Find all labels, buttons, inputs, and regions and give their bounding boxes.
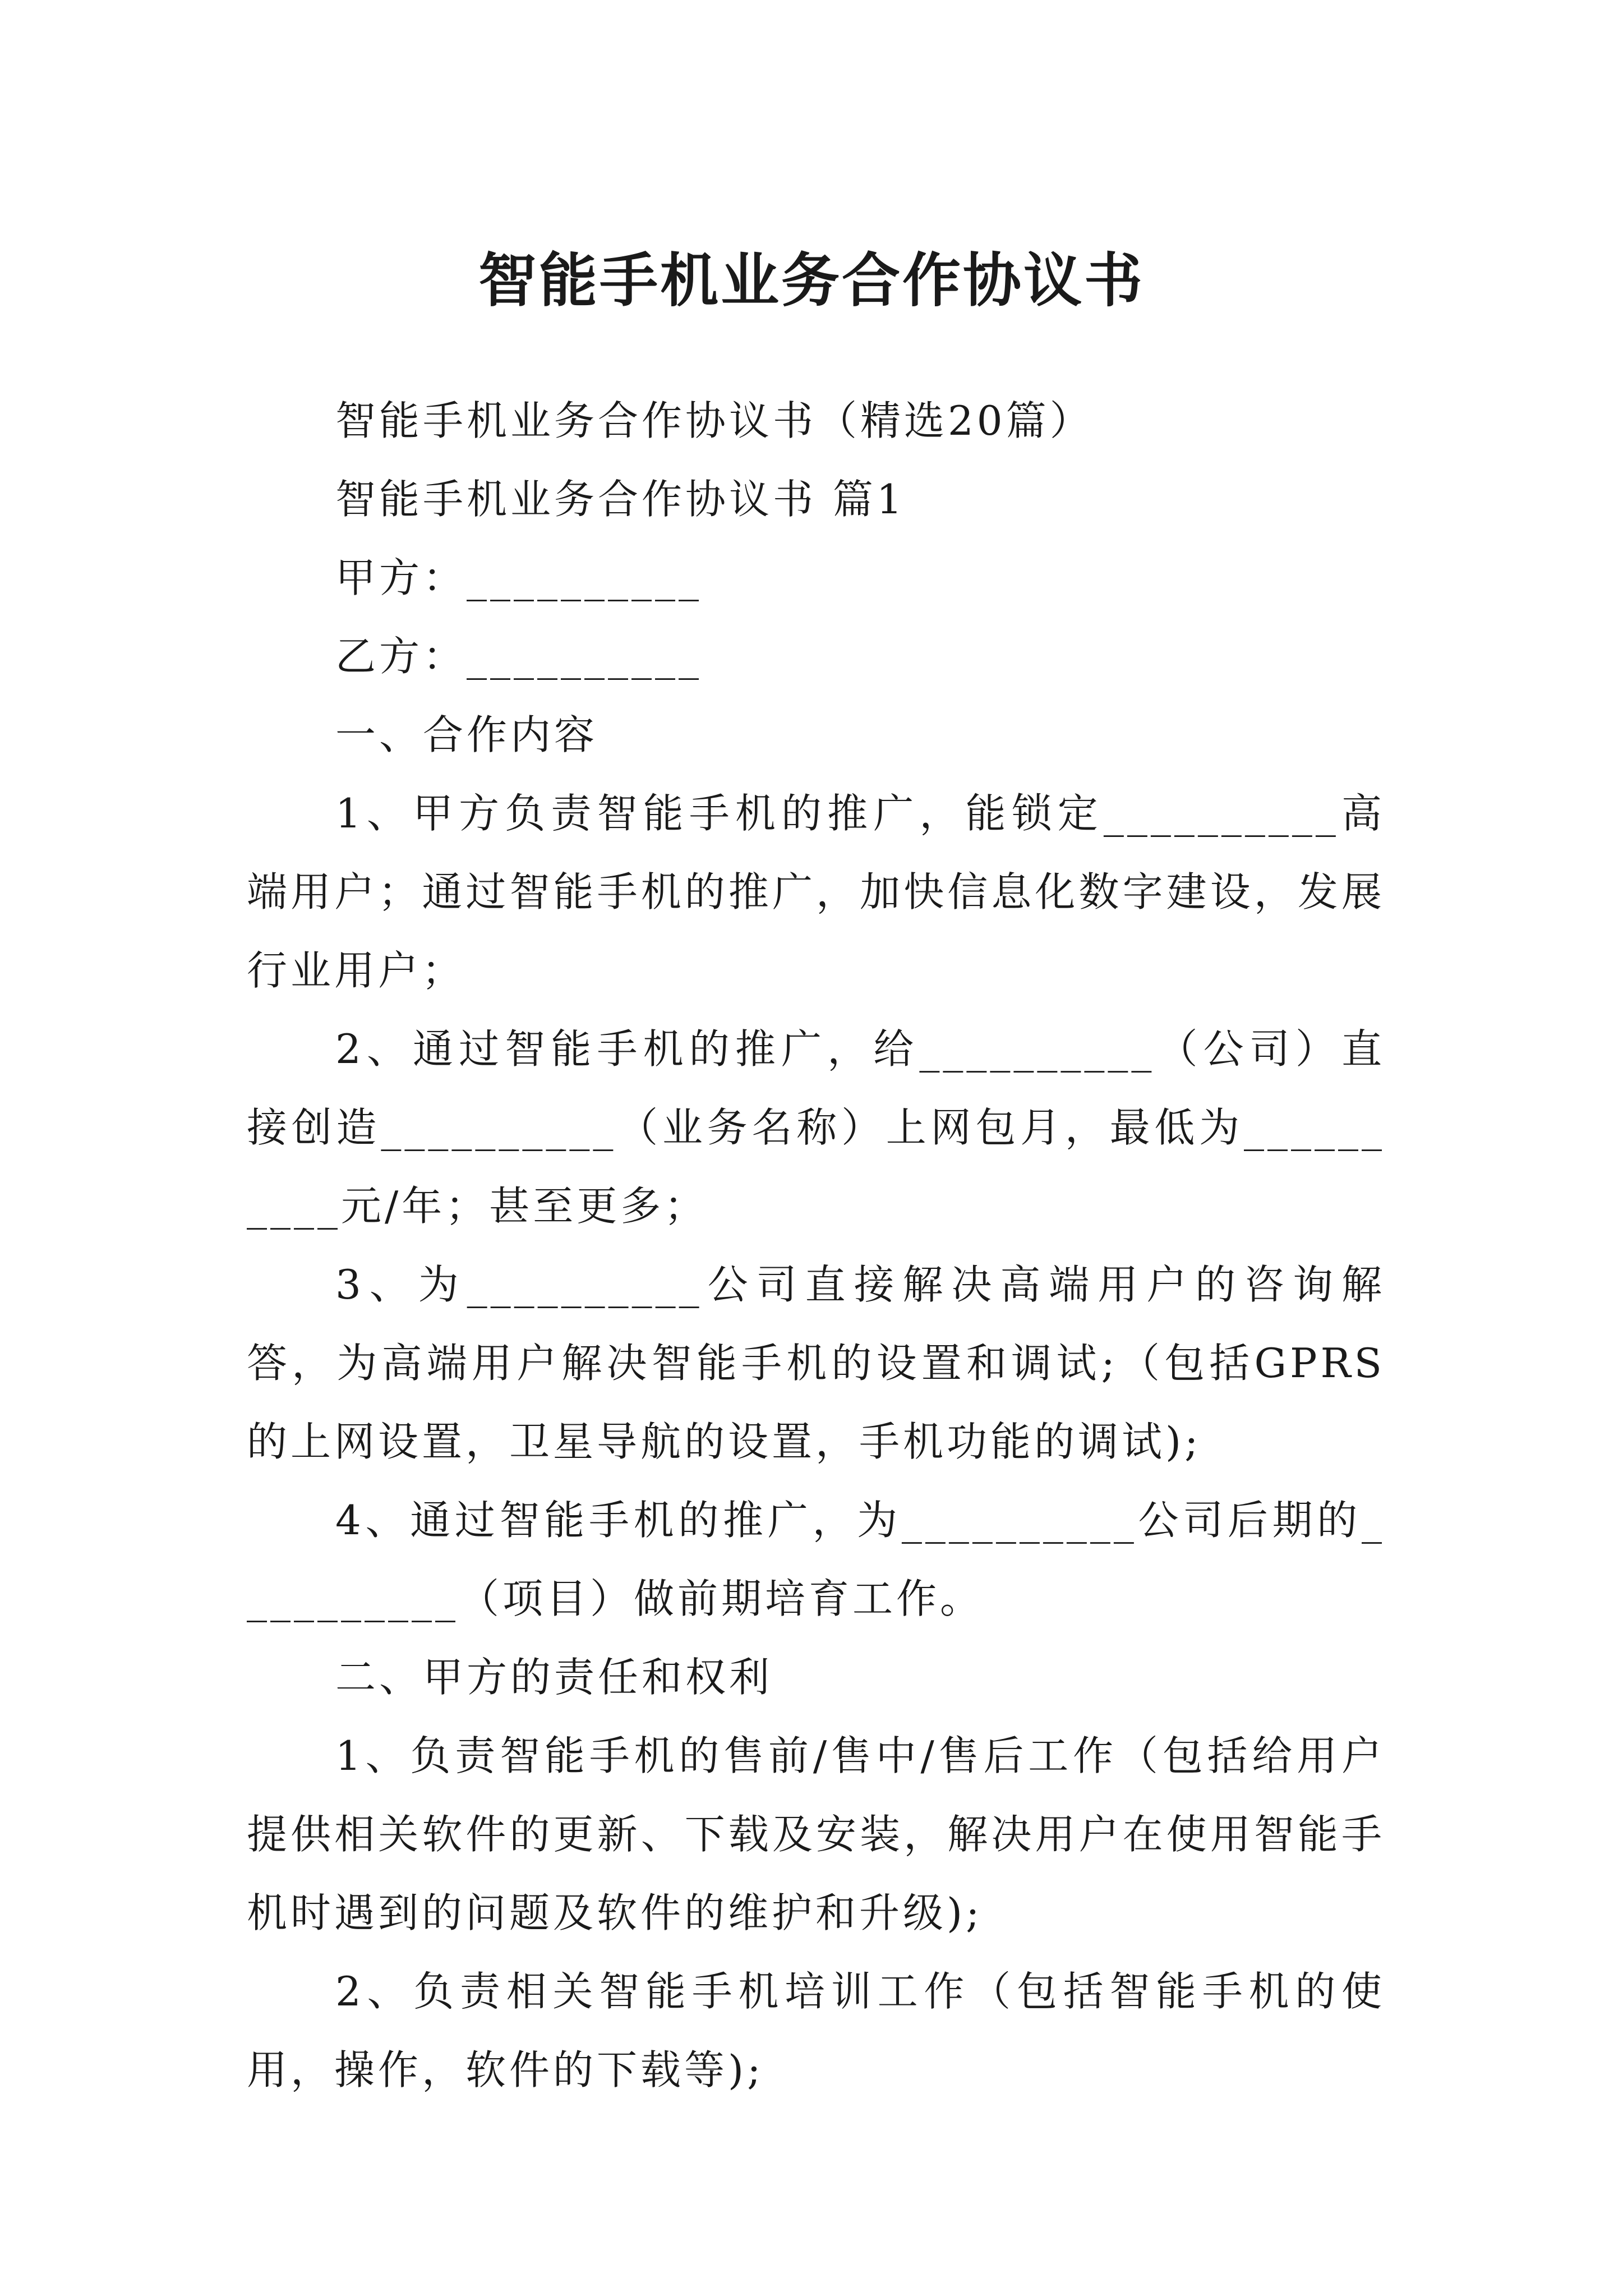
document-title: 智能手机业务合作协议书 [478,246,1145,315]
clause-1-2: 2、通过智能手机的推广，给__________（公司）直接创造__________（业务名称）上网包月，最低为__________元/年；甚至更多； [247,1025,1385,1230]
party-a-line: 甲方：__________ [335,554,703,601]
clause-2-1: 1、负责智能手机的售前/售中/售后工作（包括给用户提供相关软件的更新、下载及安装，解决用户在使用智能手机时遇到的问题及软件的维护和升级); [247,1732,1385,1936]
section-heading-cooperation: 一、合作内容 [335,711,598,758]
section-heading-part1: 智能手机业务合作协议书 篇1 [335,476,906,523]
document-subtitle: 智能手机业务合作协议书（精选20篇） [335,397,1094,444]
clause-2-2: 2、负责相关智能手机培训工作（包括智能手机的使用，操作，软件的下载等); [247,1968,1385,2093]
party-b-line: 乙方：__________ [335,633,703,680]
clause-1-4: 4、通过智能手机的推广，为__________公司后期的__________（项目）做前期培育工作。 [247,1497,1385,1622]
clause-1-1: 1、甲方负责智能手机的推广，能锁定__________高端用户；通过智能手机的推广，加快信息化数字建设，发展行业用户； [247,790,1385,994]
document-body [247,381,1385,2109]
clause-1-3: 3、为__________公司直接解决高端用户的咨询解答，为高端用户解决智能手机的设置和调试;（包括GPRS的上网设置，卫星导航的设置，手机功能的调试); [247,1261,1385,1465]
section-heading-party-a-duties: 二、甲方的责任和权利 [335,1654,773,1701]
